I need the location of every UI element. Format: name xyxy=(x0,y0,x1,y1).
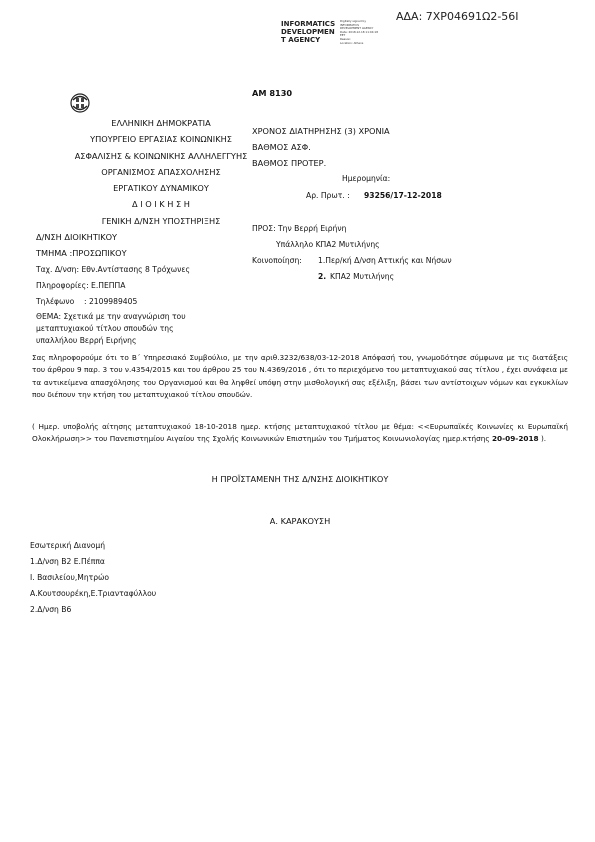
signature-detail-line: Location: Athens xyxy=(340,40,364,45)
greek-emblem-icon xyxy=(69,92,91,114)
signature-detail-line: Date: 2018.12.18 11:04:18 xyxy=(340,29,378,34)
department: ΤΜΗΜΑ :ΠΡΟΣΩΠΙΚΟΥ xyxy=(36,248,127,258)
stamp-line: DEVELOPMEN xyxy=(281,28,335,36)
organization-line-2: ΕΡΓΑΤΙΚΟΥ ΔΥΝΑΜΙΚΟΥ xyxy=(113,183,209,193)
ada-number: ΑΔΑ: 7ΧΡ04691Ω2-56Ι xyxy=(396,10,519,23)
digital-signature-stamp xyxy=(281,20,335,44)
ministry-line-1: ΥΠΟΥΡΓΕΙΟ ΕΡΓΑΣΙΑΣ ΚΟΙΝΩΝΙΚΗΣ xyxy=(90,134,232,144)
body-paragraph: Σας πληροφορούμε ότι το Β΄ Υπηρεσιακό Συμβούλιο, με την αριθ.3232/638/03-12-2018 Απόφασή του, γνωμοδότησε σύμφωνα με τις διατάξεις του άρθρου 9 παρ. 3 του ν.4354/2015 και του άρθρου 25 του Ν.4369/2016 , ότι το περιεχόμενο του μεταπτυχιακού σας τίτλου , έχει συνάφεια με τα αντικείμενα απασχόλησης του Οργανισμού και θα ληφθεί υπόψη στην μισθολογική σας εξέλιξη, βάσει των αντίστοιχων νόμων και εγκυκλίων που διέπουν την κτήση του μεταπτυχιακού τίτλου σπουδών. xyxy=(32,353,568,399)
organization-line-1: ΟΡΓΑΝΙΣΜΟΣ ΑΠΑΣΧΟΛΗΣΗΣ xyxy=(101,167,221,177)
retention-period: ΧΡΟΝΟΣ ΔΙΑΤΗΡΗΣΗΣ (3) ΧΡΟΝΙΑ xyxy=(252,126,390,136)
country-name: ΕΛΛΗΝΙΚΗ ΔΗΜΟΚΡΑΤΙΑ xyxy=(111,118,211,128)
general-directorate: ΓΕΝΙΚΗ Δ/ΝΣΗ ΥΠΟΣΤΗΡΙΞΗΣ xyxy=(101,216,221,226)
date-info-text: ( Ημερ. υποβολής αίτησης μεταπτυχιακού 18-10-2018 ημερ. κτήσης μεταπτυχιακού τίτλου με θέμα: <<Ευρωπαϊκές Κοινωνίες κι Ευρωπαϊκή Ολοκλήρωση>> του Πανεπιστημίου Αιγαίου της Σχολής Κοινωνικών Επιστημών του Τμήματος Κοινωνιολογίας ημερ.κτήσης xyxy=(32,422,568,444)
priority-level: ΒΑΘΜΟΣ ΠΡΟΤΕΡ. xyxy=(252,158,327,168)
stamp-line: INFORMATICS xyxy=(281,20,336,28)
date-label: Ημερομηνία: xyxy=(342,174,391,183)
signature-detail-line: EET xyxy=(340,33,346,38)
recipient: ΠΡΟΣ: Την Βερρή Ειρήνη xyxy=(252,224,347,233)
protocol-number: 93256/17-12-2018 xyxy=(364,191,442,200)
distribution-item: Ι. Βασιλείου,Μητρώο xyxy=(30,573,110,582)
signature-detail-line: DEVELOPMENT AGENCY xyxy=(340,26,374,31)
cc-item-number: 2. xyxy=(318,272,327,281)
cc-item: ΚΠΑ2 Μυτιλήνης xyxy=(330,272,395,281)
security-level: ΒΑΘΜΟΣ ΑΣΦ. xyxy=(252,142,311,152)
cc-label: Κοινοποίηση: xyxy=(252,256,302,265)
signature-detail-line: INFORMATICS xyxy=(340,22,360,27)
recipient-detail: Υπάλληλο ΚΠΑ2 Μυτιλήνης xyxy=(276,240,380,249)
signatory-title: Η ΠΡΟΪΣΤΑΜΕΝΗ ΤΗΣ Δ/ΝΣΗΣ ΔΙΟΙΚΗΤΙΚΟΥ xyxy=(211,474,389,484)
protocol-label: Αρ. Πρωτ. : xyxy=(306,191,350,200)
signature-details xyxy=(340,20,382,45)
degree-date: 20-09-2018 xyxy=(491,434,539,444)
subject-line-1: ΘΕΜΑ: Σχετικά με την αναγνώριση του xyxy=(36,312,186,321)
distribution-item: 1.Δ/νση Β2 Ε.Πέππα xyxy=(30,557,105,566)
info-contact: Πληροφορίες: Ε.ΠΕΠΠΑ xyxy=(36,281,126,290)
ministry-line-2: ΑΣΦΑΛΙΣΗΣ & ΚΟΙΝΩΝΙΚΗΣ ΑΛΛΗΛΕΓΓΥΗΣ xyxy=(74,151,248,161)
subject-line-3: υπαλλήλου Βερρή Ειρήνης xyxy=(36,336,137,345)
subject-line-2: μεταπτυχιακού τίτλου σπουδών της xyxy=(36,324,174,333)
address: Ταχ. Δ/νση: Εθν.Αντίστασης 8 Τρόχωνες xyxy=(36,265,190,274)
distribution-item: 2.Δ/νση Β6 xyxy=(30,605,72,614)
signature-detail-line: Reason: xyxy=(340,36,352,41)
phone-value: : 2109989405 xyxy=(84,297,138,306)
cc-item: 1.Περ/κή Δ/νση Αττικής και Νήσων xyxy=(318,256,452,265)
directorate: Δ/ΝΣΗ ΔΙΟΙΚΗΤΙΚΟΥ xyxy=(36,232,118,242)
am-number: ΑΜ 8130 xyxy=(252,88,293,98)
distribution-item: Α.Κουτσουρέκη,Ε.Τριανταφύλλου xyxy=(30,589,157,598)
date-info-end: ). xyxy=(538,434,547,444)
signatory-name: Α. ΚΑΡΑΚΟΥΣΗ xyxy=(269,516,331,526)
stamp-line: T AGENCY xyxy=(281,36,321,44)
phone-label: Τηλέφωνο xyxy=(36,297,75,306)
signature-detail-line: Digitally signed by xyxy=(340,19,366,23)
distribution-heading: Εσωτερική Διανομή xyxy=(30,541,106,550)
administration-label: Δ Ι Ο Ι Κ Η Σ Η xyxy=(132,199,190,209)
body-paragraph-date-info xyxy=(32,421,568,446)
